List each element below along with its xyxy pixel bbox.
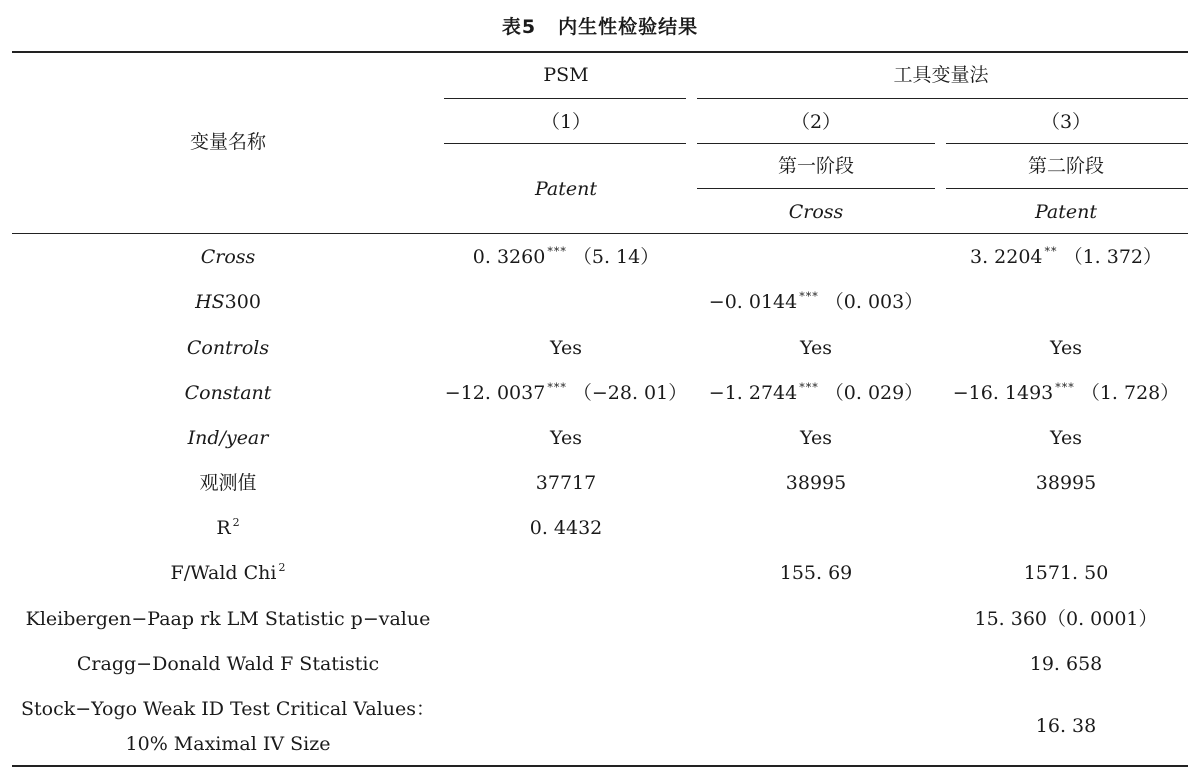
table-number: 表5 <box>501 16 537 38</box>
stage2-header: 第二阶段 <box>1027 155 1105 177</box>
bottom-rule <box>12 765 1188 767</box>
stage1-header: 第一阶段 <box>777 155 855 177</box>
table-cell: Yes <box>550 337 582 359</box>
table-cell: Yes <box>1050 427 1082 449</box>
table-cell: 38995 <box>785 472 847 494</box>
table-cell: −0. 0144 *** （0. 003） <box>708 290 924 313</box>
col3-dependent: Patent <box>1034 201 1098 223</box>
table-cell: Yes <box>550 427 582 449</box>
table-cell: 1571. 50 <box>1023 562 1109 584</box>
table-cell: 3. 2204 ** （1. 372） <box>969 245 1163 268</box>
table-cell: 15. 360（0. 0001） <box>974 608 1158 630</box>
col1-dependent: Patent <box>534 178 598 200</box>
table-cell: Yes <box>1050 337 1082 359</box>
col2-number: （2） <box>790 111 842 133</box>
table-cell: Yes <box>800 337 832 359</box>
col3-number: （3） <box>1040 111 1092 133</box>
table-cell: 37717 <box>535 472 597 494</box>
table-title: 内生性检验结果 <box>558 16 699 38</box>
table-cell: −16. 1493 *** （1. 728） <box>952 381 1180 404</box>
row-label: Kleibergen−Paap rk LM Statistic p−value <box>25 608 431 630</box>
row-label: 观测值 <box>199 472 257 494</box>
table-cell: −12. 0037 *** （−28. 01） <box>444 381 688 404</box>
col2-dependent: Cross <box>788 201 844 223</box>
table-cell: −1. 2744 *** （0. 029） <box>708 381 924 404</box>
top-rule <box>12 51 1188 53</box>
col1-number: （1） <box>540 111 592 133</box>
row-label: F/Wald Chi $^2$ <box>170 561 286 584</box>
table-cell: 0. 3260 *** （5. 14） <box>472 245 660 268</box>
table-cell: 19. 658 <box>1029 653 1103 675</box>
row-label: Cross <box>200 246 256 268</box>
iv-underline <box>697 98 1188 99</box>
col2-num-underline <box>697 143 935 144</box>
table-caption <box>0 12 1200 39</box>
stage1-underline <box>697 188 935 189</box>
col1-num-underline <box>444 143 686 144</box>
row-label-continued: 10% Maximal IV Size <box>125 733 331 755</box>
psm-header: PSM <box>543 64 589 86</box>
iv-header: 工具变量法 <box>893 64 989 86</box>
row-label: Stock−Yogo Weak ID Test Critical Values： <box>21 698 435 720</box>
stage2-underline <box>946 188 1188 189</box>
row-label: Controls <box>186 337 270 359</box>
row-label: Cragg−Donald Wald F Statistic <box>76 653 380 675</box>
table-cell: Yes <box>800 427 832 449</box>
row-label: HS300 <box>195 291 261 313</box>
header-bottom-rule <box>12 233 1188 234</box>
variable-column-header: 变量名称 <box>189 131 267 153</box>
psm-underline <box>444 98 686 99</box>
row-label: Constant <box>184 382 272 404</box>
table-cell: 0. 4432 <box>529 517 603 539</box>
table-cell: 38995 <box>1035 472 1097 494</box>
table-cell: 155. 69 <box>779 562 853 584</box>
row-label: Ind/year <box>187 427 269 449</box>
row-label: R $^2$ <box>216 516 240 539</box>
col3-num-underline <box>946 143 1188 144</box>
table-cell: 16. 38 <box>1035 715 1097 737</box>
